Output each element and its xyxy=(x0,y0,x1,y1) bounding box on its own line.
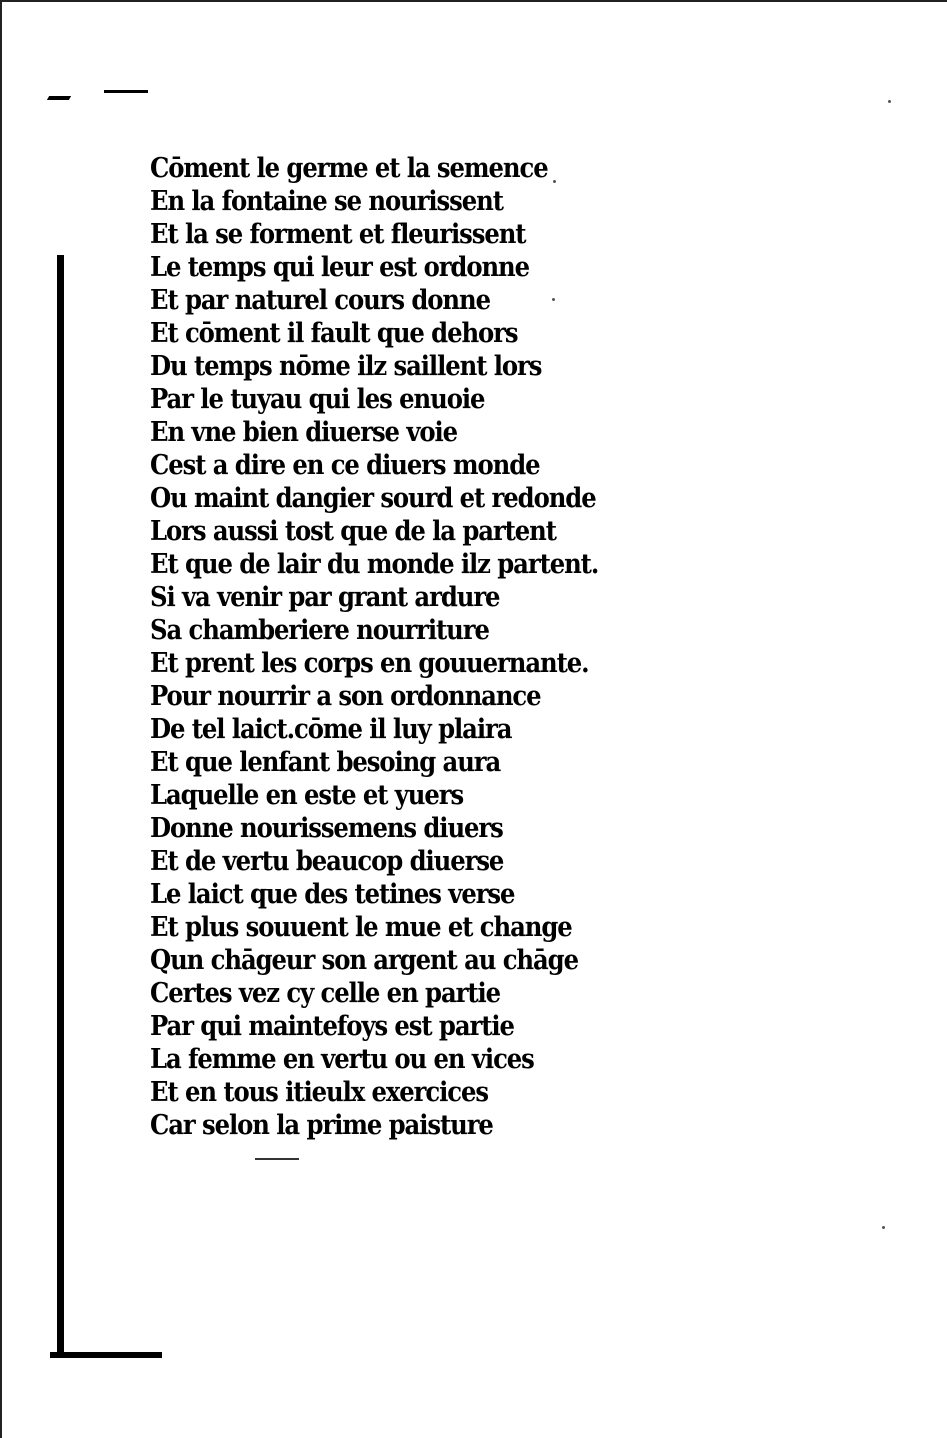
verse-line: Et de vertu beaucop diuerse xyxy=(150,846,504,877)
verse-line: En la fontaine se nourissent xyxy=(150,186,503,217)
verse-line: Certes vez cy celle en partie xyxy=(150,978,501,1009)
verse-line: Le laict que des tetines verse xyxy=(150,879,515,910)
margin-mark xyxy=(47,96,71,100)
binding-edge-rule xyxy=(57,255,64,1355)
verse-line: Et plus souuent le mue et change xyxy=(150,912,572,943)
text-end-mark xyxy=(255,1158,299,1160)
verse-line: Donne nourissemens diuers xyxy=(150,813,503,844)
verse-line: Car selon la prime paisture xyxy=(150,1110,493,1141)
verse-line: Par qui maintefoys est partie xyxy=(150,1011,514,1042)
verse-line: Ou maint dangier sourd et redonde xyxy=(150,483,596,514)
verse-text-block xyxy=(150,152,598,1142)
verse-line: Par le tuyau qui les enuoie xyxy=(150,384,485,415)
verse-line: Si va venir par grant ardure xyxy=(150,582,500,613)
verse-line: Cōment le germe et la semence xyxy=(150,153,548,184)
verse-line: Sa chamberiere nourriture xyxy=(150,615,489,646)
verse-line: Lors aussi tost que de la partent xyxy=(150,516,556,547)
verse-line: Et cōment il fault que dehors xyxy=(150,318,518,349)
verse-line: Cest a dire en ce diuers monde xyxy=(150,450,540,481)
verse-line: Le temps qui leur est ordonne xyxy=(150,252,530,283)
scan-speck xyxy=(888,100,891,103)
verse-line: De tel laict.cōme il luy plaira xyxy=(150,714,512,745)
binding-edge-foot xyxy=(50,1352,162,1358)
verse-line: Et la se forment et fleurissent xyxy=(150,219,526,250)
verse-line: Pour nourrir a son ordonnance xyxy=(150,681,541,712)
margin-mark xyxy=(104,90,148,93)
scan-edge-left xyxy=(0,0,2,1438)
verse-line: Et par naturel cours donne xyxy=(150,285,491,316)
verse-line: Et prent les corps en gouuernante. xyxy=(150,648,589,679)
verse-line: La femme en vertu ou en vices xyxy=(150,1044,534,1075)
verse-line: Et que lenfant besoing aura xyxy=(150,747,501,778)
verse-line: Et en tous itieulx exercices xyxy=(150,1077,488,1108)
verse-line: Et que de lair du monde ilz partent. xyxy=(150,549,599,580)
scan-edge-top xyxy=(0,0,947,2)
verse-line: Laquelle en este et yuers xyxy=(150,780,464,811)
verse-line: En vne bien diuerse voie xyxy=(150,417,458,448)
verse-line: Du temps nōme ilz saillent lors xyxy=(150,351,542,382)
verse-line: Qun chāgeur son argent au chāge xyxy=(150,945,578,976)
scan-speck xyxy=(882,1226,885,1229)
